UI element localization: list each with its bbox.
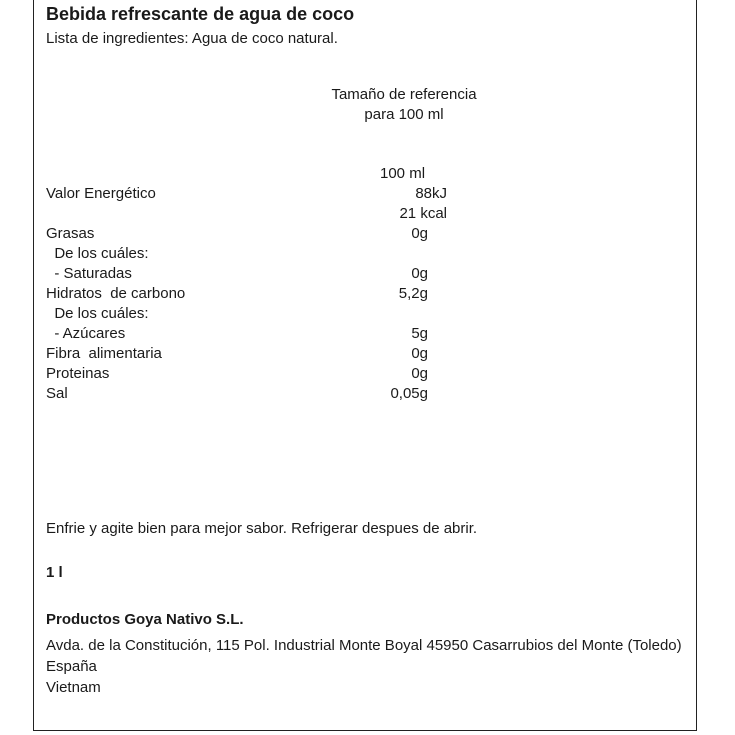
- country-of-origin: Vietnam: [46, 679, 101, 696]
- net-quantity: 1 l: [46, 564, 63, 581]
- reference-line-1: Tamaño de referencia: [331, 86, 477, 103]
- company-name: Productos Goya Nativo S.L.: [46, 611, 244, 628]
- nutrition-row-value: 5g: [411, 325, 428, 342]
- energy-kcal-value: 21 kcal: [399, 205, 447, 222]
- product-title: Bebida refrescante de agua de coco: [46, 4, 355, 24]
- nutrition-row-label: Proteinas: [46, 365, 110, 382]
- nutrition-row-label: De los cuáles:: [46, 305, 149, 322]
- nutrition-row-label: De los cuáles:: [46, 245, 149, 262]
- nutrition-row-value: 0g: [411, 265, 428, 282]
- reference-line-2: para 100 ml: [364, 106, 444, 123]
- ingredients-list: Lista de ingredientes: Agua de coco natural.: [46, 30, 338, 47]
- nutrition-row-value: 0g: [411, 345, 428, 362]
- nutrition-row-label: Valor Energético: [46, 185, 156, 202]
- nutrition-row-value: 0,05g: [390, 385, 428, 402]
- nutrition-row-value: 88kJ: [415, 185, 447, 202]
- nutrition-column-header: 100 ml: [380, 165, 426, 182]
- storage-instructions: Enfrie y agite bien para mejor sabor. Refrigerar despues de abrir.: [46, 520, 478, 537]
- nutrition-row-label: Sal: [46, 385, 68, 402]
- nutrition-row-label: Hidratos de carbono: [46, 285, 186, 302]
- company-address: Avda. de la Constitución, 115 Pol. Industrial Monte Boyal 45950 Casarrubios del Monte (Toledo) España: [46, 637, 682, 675]
- nutrition-row-value: 5,2g: [398, 285, 428, 302]
- product-label: [33, 0, 697, 731]
- nutrition-row-value: 0g: [411, 225, 428, 242]
- nutrition-row-label: Fibra alimentaria: [46, 345, 162, 362]
- nutrition-row-label: - Azúcares: [46, 325, 126, 342]
- nutrition-row-value: 0g: [411, 365, 428, 382]
- reference-size-header: [284, 85, 524, 125]
- nutrition-row-label: Grasas: [46, 225, 95, 242]
- nutrition-row-label: - Saturadas: [46, 265, 132, 282]
